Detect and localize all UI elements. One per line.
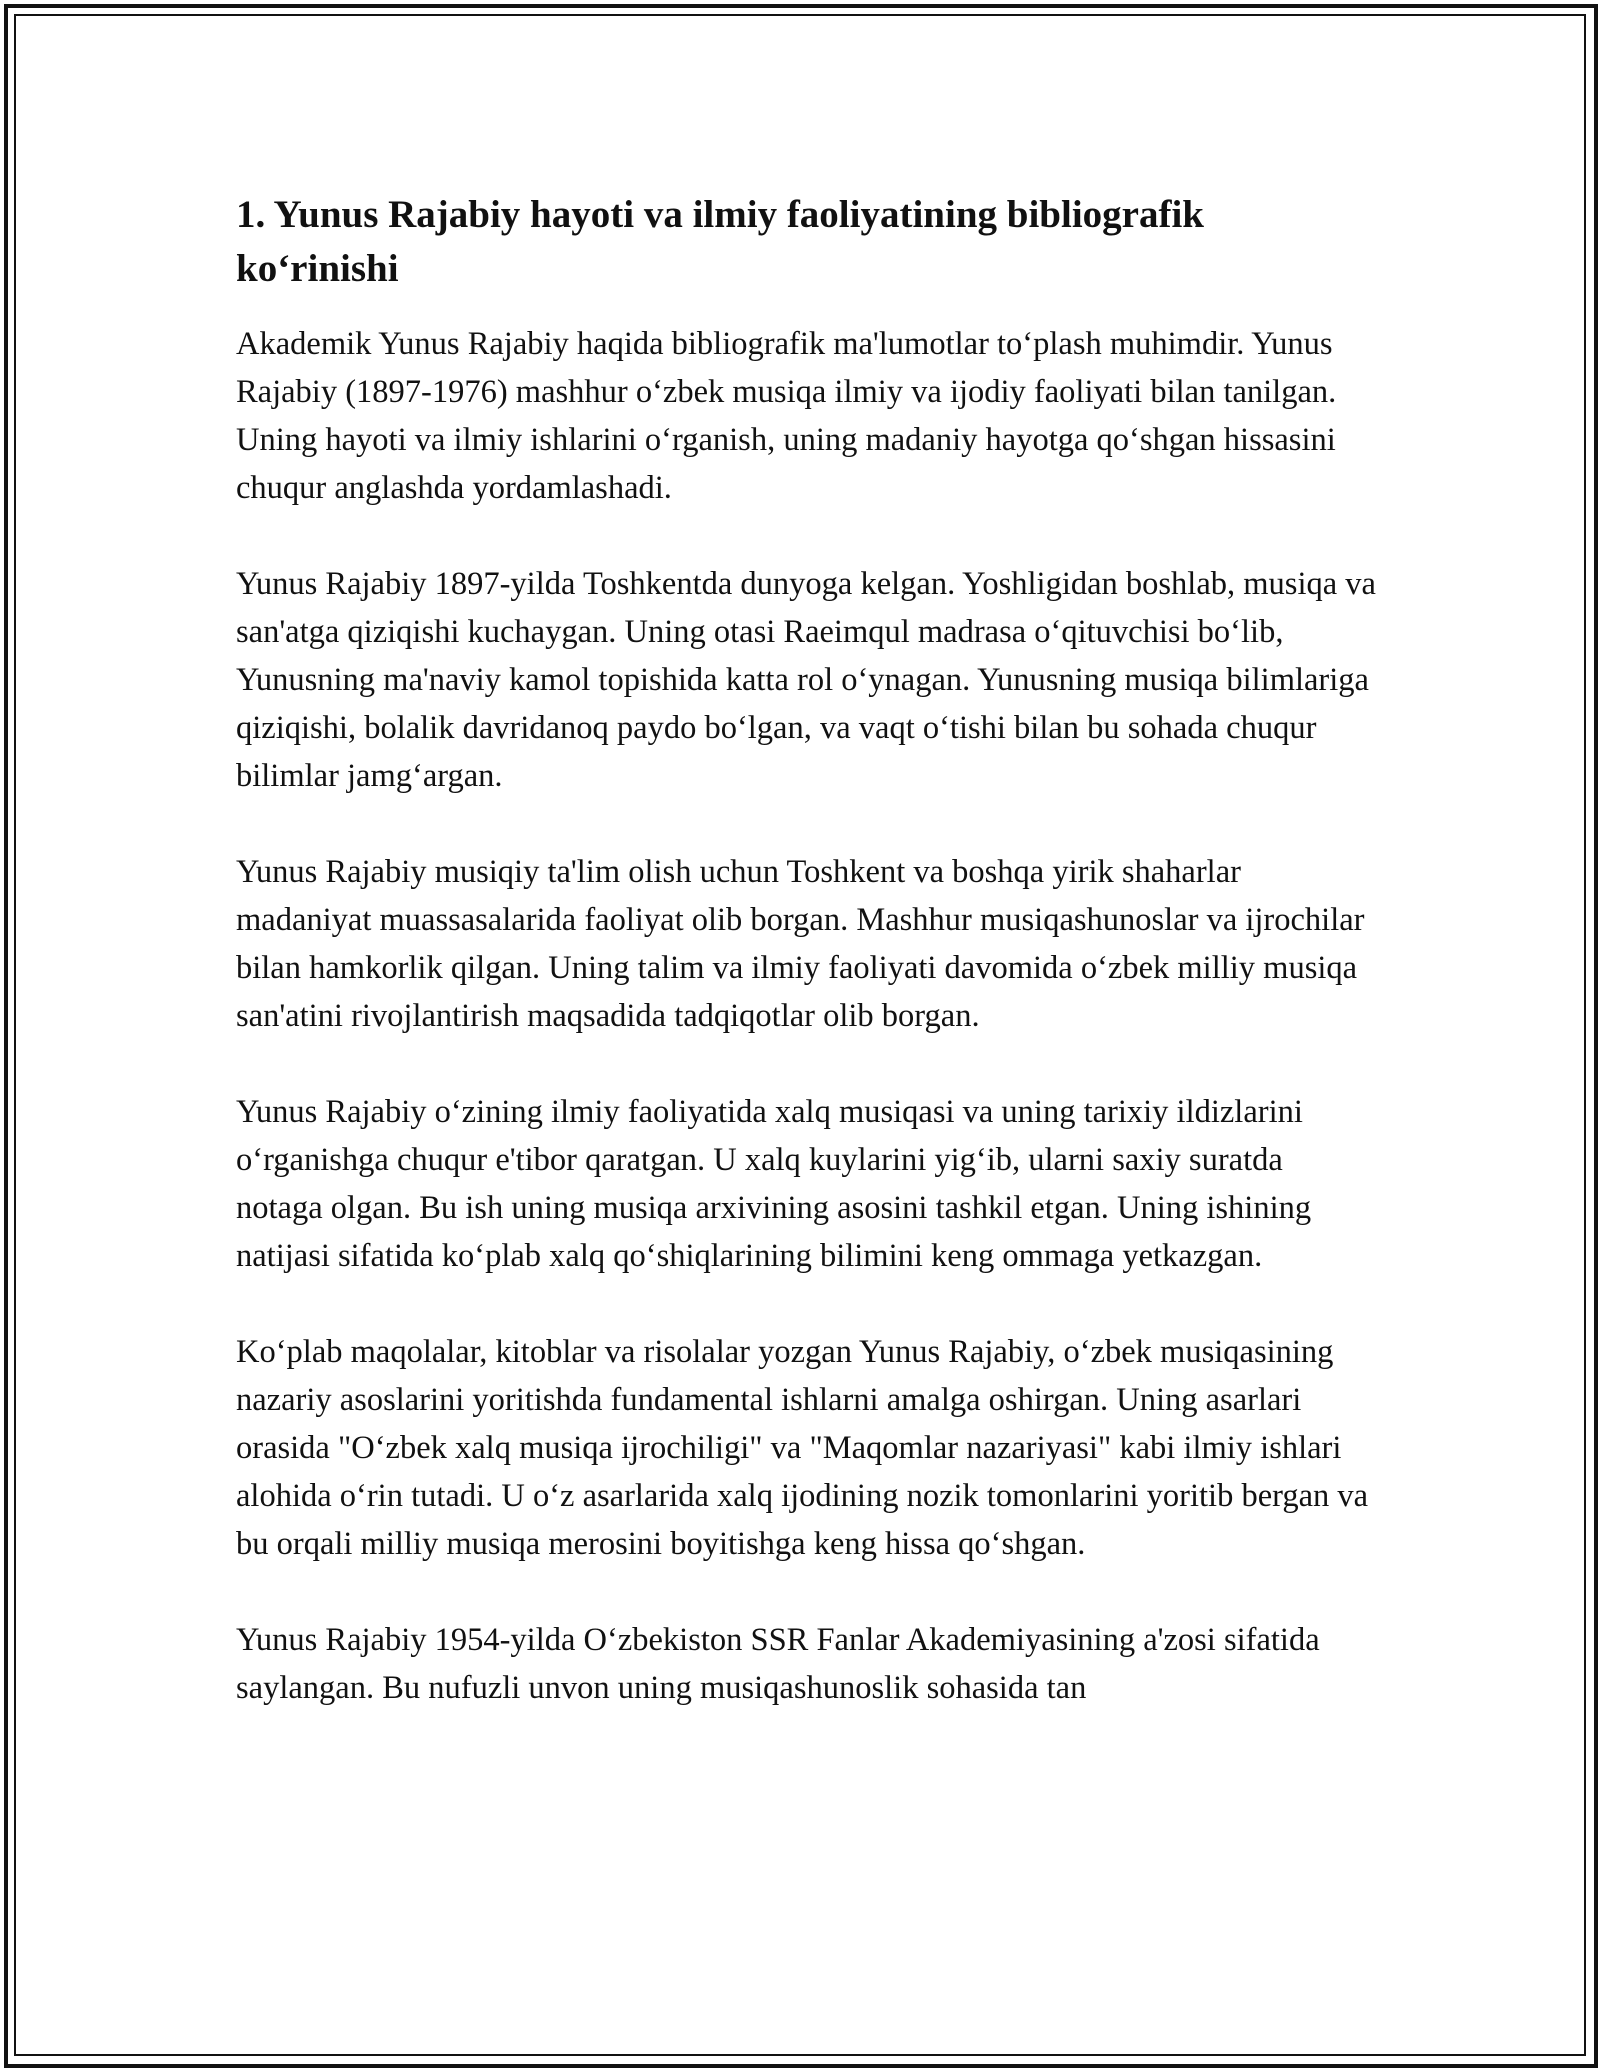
paragraph-3: Yunus Rajabiy musiqiy ta'lim olish uchun Toshkent va boshqa yirik shaharlar madaniyat muassasalarida faoliyat olib borgan. Mashhur musiqashunoslar va ijrochilar bilan hamkorlik qilgan. Uning talim va ilmiy faoliyati davomida o‘zbek milliy musiqa san'atini rivojlantirish maqsadida tadqiqotlar olib borgan.: [236, 854, 1365, 1034]
document-body: [236, 188, 1376, 1760]
paragraph-4: Yunus Rajabiy o‘zining ilmiy faoliyatida xalq musiqasi va uning tarixiy ildizlarini o‘rganishga chuqur e'tibor qaratgan. U xalq kuylarini yig‘ib, ularni saxiy suratda notaga olgan. Bu ish uning musiqa arxivining asosini tashkil etgan. Uning ishining natijasi sifatida ko‘plab xalq qo‘shiqlarining bilimini keng ommaga yetkazgan.: [236, 1094, 1312, 1274]
paragraph-2: Yunus Rajabiy 1897-yilda Toshkentda dunyoga kelgan. Yoshligidan boshlab, musiqa va san'atga qiziqishi kuchaygan. Uning otasi Raeimqul madrasa o‘qituvchisi bo‘lib, Yunusning ma'naviy kamol topishida katta rol o‘ynagan. Yunusning musiqa bilimlariga qiziqishi, bolalik davridanoq paydo bo‘lgan, va vaqt o‘tishi bilan bu sohada chuqur bilimlar jamg‘argan.: [236, 566, 1376, 794]
paragraph-6: Yunus Rajabiy 1954-yilda O‘zbekiston SSR Fanlar Akademiyasining a'zosi sifatida saylangan. Bu nufuzli unvon uning musiqashunoslik sohasida tan: [236, 1622, 1320, 1706]
paragraph-1: Akademik Yunus Rajabiy haqida bibliografik ma'lumotlar to‘plash muhimdir. Yunus Rajabiy (1897-1976) mashhur o‘zbek musiqa ilmiy va ijodiy faoliyati bilan tanilgan. Uning hayoti va ilmiy ishlarini o‘rganish, uning madaniy hayotga qo‘shgan hissasini chuqur anglashda yordamlashadi.: [236, 326, 1337, 506]
paragraph-5: Ko‘plab maqolalar, kitoblar va risolalar yozgan Yunus Rajabiy, o‘zbek musiqasining nazariy asoslarini yoritishda fundamental ishlarni amalga oshirgan. Uning asarlari orasida "O‘zbek xalq musiqa ijrochiligi" va "Maqomlar nazariyasi" kabi ilmiy ishlari alohida o‘rin tutadi. U o‘z asarlarida xalq ijodining nozik tomonlarini yoritib bergan va bu orqali milliy musiqa merosini boyitishga keng hissa qo‘shgan.: [236, 1334, 1369, 1562]
section-heading: 1. Yunus Rajabiy hayoti va ilmiy faoliyatining bibliografik ko‘rinishi: [236, 193, 1204, 290]
